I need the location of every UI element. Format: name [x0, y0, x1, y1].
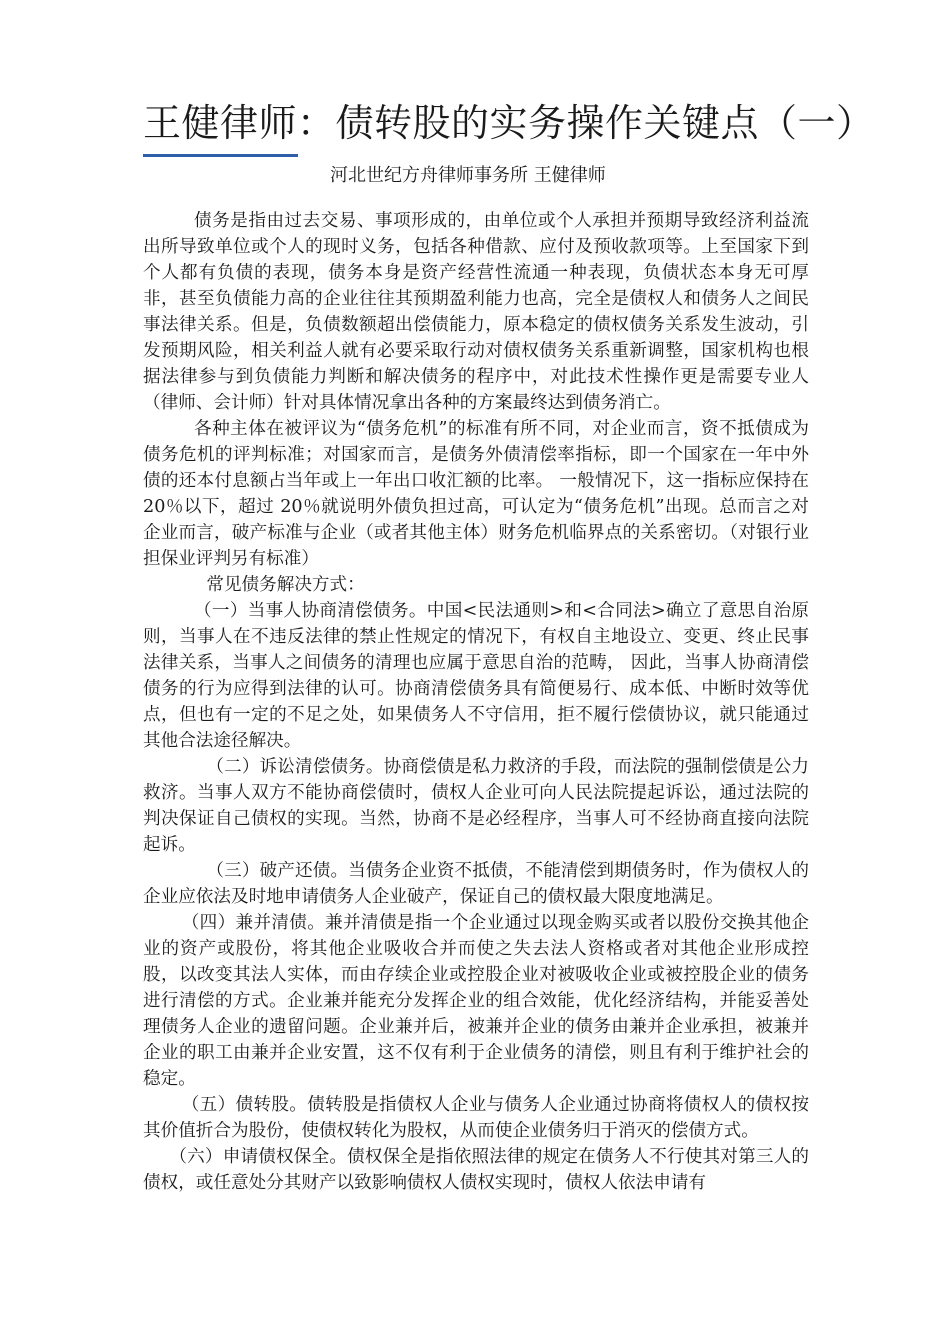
paragraph-method-1: （一）当事人协商清偿债务。中国<民法通则>和<合同法>确立了意思自治原则，当事人在不违反法律的禁止性规定的情况下，有权自主地设立、变更、终止民事法律关系，当事人之间债务的清理也应属于意思自治的范畴， 因此，当事人协商清偿债务的行为应得到法律的认可。协商清偿债务具有简便易行、成本低、中断时效等优点，但也有一定的不足之处，如果债务人不守信用，拒不履行偿债协议，就只能通过其他合法途径解决。	[143, 601, 809, 751]
paragraph-debt-crisis: 各种主体在被评议为“债务危机”的标准有所不同，对企业而言，资不抵债成为债务危机的评判标准；对国家而言，是债务外债清偿率指标，即一个国家在一年中外债的还本付息额占当年或上一年出口收汇额的比率。 一般情况下，这一指标应保持在 20％以下，超过 20％就说明外债负担过高，可认定为“债务危机”出现。总而言之对企业而言，破产标准与企业（或者其他主体）财务危机临界点的关系密切。（对银行业担保业评判另有标准）	[143, 419, 809, 569]
page-title: 王健律师：债转股的实务操作关键点（一）	[143, 101, 875, 145]
paragraph-intro: 债务是指由过去交易、事项形成的，由单位或个人承担并预期导致经济利益流出所导致单位或个人的现时义务，包括各种借款、应付及预收款项等。上至国家下到个人都有负债的表现，债务本身是资产经营性流通一种表现，负债状态本身无可厚非，甚至负债能力高的企业往往其预期盈利能力也高，完全是债权人和债务人之间民事法律关系。但是，负债数额超出偿债能力，原本稳定的债权债务关系发生波动，引发预期风险，相关利益人就有必要采取行动对债权债务关系重新调整，国家机构也根据法律参与到负债能力判断和解决债务的程序中，对此技术性操作更是需要专业人（律师、会计师）针对具体情况拿出各种的方案最终达到债务消亡。	[143, 211, 809, 413]
author-byline: 河北世纪方舟律师事务所 王健律师	[330, 165, 606, 186]
paragraph-method-4: （四）兼并清债。兼并清债是指一个企业通过以现金购买或者以股份交换其他企业的资产或股份，将其他企业吸收合并而使之失去法人资格或者对其他企业形成控股，以改变其法人实体，而由存续企业或控股企业对被吸收企业或被控股企业的债务进行清偿的方式。企业兼并能充分发挥企业的组合效能，优化经济结构，并能妥善处理债务人企业的遗留问题。企业兼并后，被兼并企业的债务由兼并企业承担，被兼并企业的职工由兼并企业安置，这不仅有利于企业债务的清偿，则且有利于维护社会的稳定。	[143, 913, 809, 1089]
paragraph-method-5: （五）债转股。债转股是指债权人企业与债务人企业通过协商将债权人的债权按其价值折合为股份，使债权转化为股权，从而使企业债务归于消灭的偿债方式。	[143, 1095, 809, 1141]
paragraph-method-2: （二）诉讼清偿债务。协商偿债是私力救济的手段，而法院的强制偿债是公力救济。当事人双方不能协商偿债时，债权人企业可向人民法院提起诉讼，通过法院的判决保证自己债权的实现。当然，协商不是必经程序，当事人可不经协商直接向法院起诉。	[143, 757, 809, 855]
paragraph-methods-heading: 常见债务解决方式：	[206, 575, 365, 595]
article-body	[143, 208, 809, 1196]
paragraph-method-6: （六）申请债权保全。债权保全是指依照法律的规定在债务人不行使其对第三人的债权，或任意处分其财产以致影响债权人债权实现时，债权人依法申请有	[143, 1147, 809, 1193]
paragraph-method-3: （三）破产还债。当债务企业资不抵债，不能清偿到期债务时，作为债权人的企业应依法及时地申请债务人企业破产，保证自己的债权最大限度地满足。	[143, 861, 809, 907]
title-underline	[143, 154, 298, 157]
